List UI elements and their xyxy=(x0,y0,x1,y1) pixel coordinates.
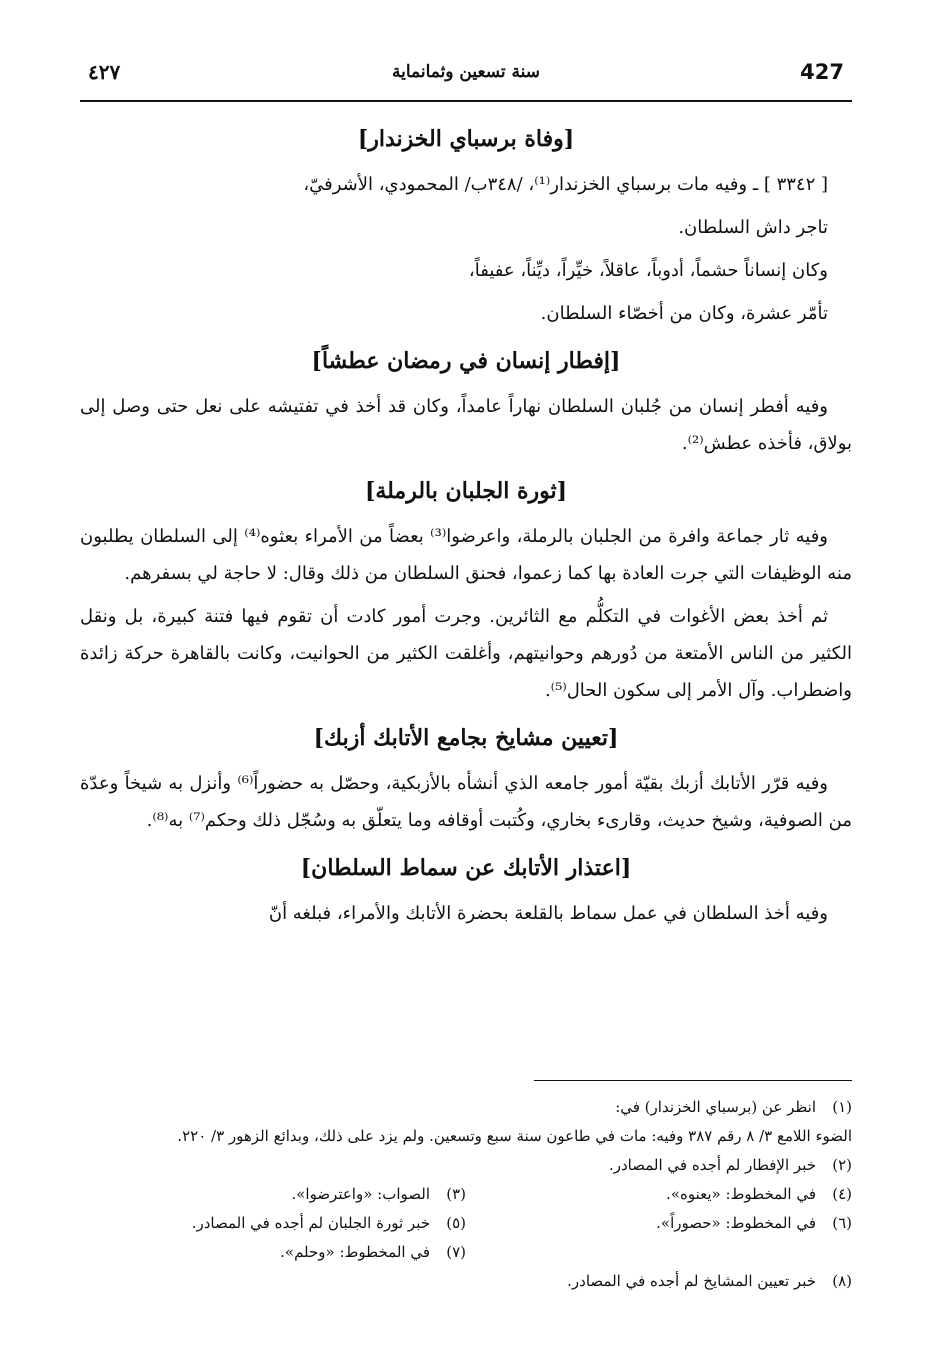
paragraph: ثم أخذ بعض الأغوات في التكلُّم مع الثائرين. وجرت أمور كادت أن تقوم فيها فتنة كبيرة، بل ونقل الكثير من الناس الأمتعة من دُورهم وحوانيتهم، وأغلقت الكثير من الحوانيت، وكانت بالقاهرة حركة زائدة واضطراب. وآل الأمر إلى سكون الحال⁽⁵⁾. xyxy=(80,606,852,701)
footnote-number: (٤) xyxy=(832,1185,852,1203)
footnote-text: خبر الإفطار لم أجده في المصادر. xyxy=(608,1156,816,1174)
footnote-text: في المخطوط: «وحلم». xyxy=(280,1243,430,1261)
footnote-row xyxy=(80,1180,852,1209)
footnote-7 xyxy=(80,1238,466,1267)
section-heading-fasting: [إفطار إنسان في رمضان عطشاً] xyxy=(311,348,621,374)
footnote-number: (١) xyxy=(832,1098,852,1116)
footnote-8 xyxy=(80,1267,852,1296)
book-page xyxy=(80,48,852,1348)
footnote-number: (٢) xyxy=(832,1156,852,1174)
paragraph: وفيه أفطر إنسان من جُلبان السلطان نهاراً عامداً، وكان قد أخذ في تفتيشه على نعل حتى وصل إلى بولاق، فأخذه عطش⁽²⁾. xyxy=(80,396,852,454)
paragraph: وفيه قرّر الأتابك أزبك بقيّة أمور جامعه الذي أنشأه بالأزبكية، وحصّل به حضوراً⁽⁶⁾ وأنزل به شيخاً وعدّة من الصوفية، وشيخ حديث، وقارىء بخاري، وكُتبت أوقافه وما يتعلّق به وسُجّل ذلك وحكم⁽⁷⁾ به⁽⁸⁾. xyxy=(80,773,852,831)
page-number-latin: 427 xyxy=(800,60,844,84)
footnote-rule xyxy=(534,1080,852,1081)
footnote-6 xyxy=(466,1209,852,1238)
footnote-1-continuation: الضوء اللامع ٣/ ٨ رقم ٣٨٧ وفيه: مات في طاعون سنة سبع وتسعين. ولم يزد على ذلك، وبدائع الزهور ٣/ ٢٢٠. xyxy=(177,1127,852,1145)
footnote-row xyxy=(80,1238,852,1267)
footnote-text: في المخطوط: «يعنوه». xyxy=(666,1185,816,1203)
footnote-3 xyxy=(80,1180,466,1209)
footnote-text: خبر تعيين المشايخ لم أجده في المصادر. xyxy=(567,1272,816,1290)
footnote-text: الصواب: «واعترضوا». xyxy=(291,1185,430,1203)
footnote-text: انظر عن (برسباي الخزندار) في: xyxy=(615,1098,816,1116)
running-title: سنة تسعين وثمانماية xyxy=(391,62,541,82)
footnote-2 xyxy=(80,1151,852,1180)
footnote-number: (٣) xyxy=(446,1185,466,1203)
footnote-text: في المخطوط: «حصوراً». xyxy=(656,1214,816,1232)
header-rule xyxy=(80,100,852,102)
page-number-arabic: ٤٢٧ xyxy=(88,60,121,84)
footnotes xyxy=(80,1093,852,1296)
paragraph: تأمّر عشرة، وكان من أخصّاء السلطان. xyxy=(540,303,828,324)
footnote-4 xyxy=(466,1180,852,1209)
footnote-row xyxy=(80,1209,852,1238)
footnote-5 xyxy=(80,1209,466,1238)
footnote-number: (٦) xyxy=(832,1214,852,1232)
footnote-8-spacer xyxy=(466,1238,852,1267)
paragraph: تاجر داش السلطان. xyxy=(678,217,828,238)
section-heading-apology: [اعتذار الأتابك عن سماط السلطان] xyxy=(300,855,632,881)
main-text xyxy=(80,110,852,938)
paragraph: وكان إنساناً حشماً، أدوباً، عاقلاً، خيِّراً، ديِّناً، عفيفاً، xyxy=(468,260,828,281)
page-header xyxy=(80,56,852,96)
section-heading-death: [وفاة برسباي الخزندار] xyxy=(357,126,575,152)
paragraph: وفيه ثار جماعة وافرة من الجلبان بالرملة، واعرضوا⁽³⁾ بعضاً من الأمراء بعثوه⁽⁴⁾ إلى السلطان يطلبون منه الوظيفات التي جرت العادة بها كما زعموا، فحنق السلطان من ذلك وقال: لا حاجة لي بسفرهم. xyxy=(80,526,852,584)
section-heading-revolt: [ثورة الجلبان بالرملة] xyxy=(364,478,568,504)
footnote-1 xyxy=(80,1093,852,1122)
paragraph: وفيه أخذ السلطان في عمل سماط بالقلعة بحضرة الأتابك والأمراء، فبلغه أنّ xyxy=(268,903,828,924)
section-heading-appointment: [تعيين مشايخ بجامع الأتابك أزبك] xyxy=(313,725,619,751)
footnote-number: (٨) xyxy=(832,1272,852,1290)
paragraph: [ ٣٣٤٢ ] ـ وفيه مات برسباي الخزندار⁽¹⁾، /٣٤٨ب/ المحمودي، الأشرفيّ، xyxy=(303,174,828,195)
footnote-text: خبر ثورة الجلبان لم أجده في المصادر. xyxy=(191,1214,430,1232)
footnote-number: (٥) xyxy=(446,1214,466,1232)
footnote-number: (٧) xyxy=(446,1243,466,1261)
